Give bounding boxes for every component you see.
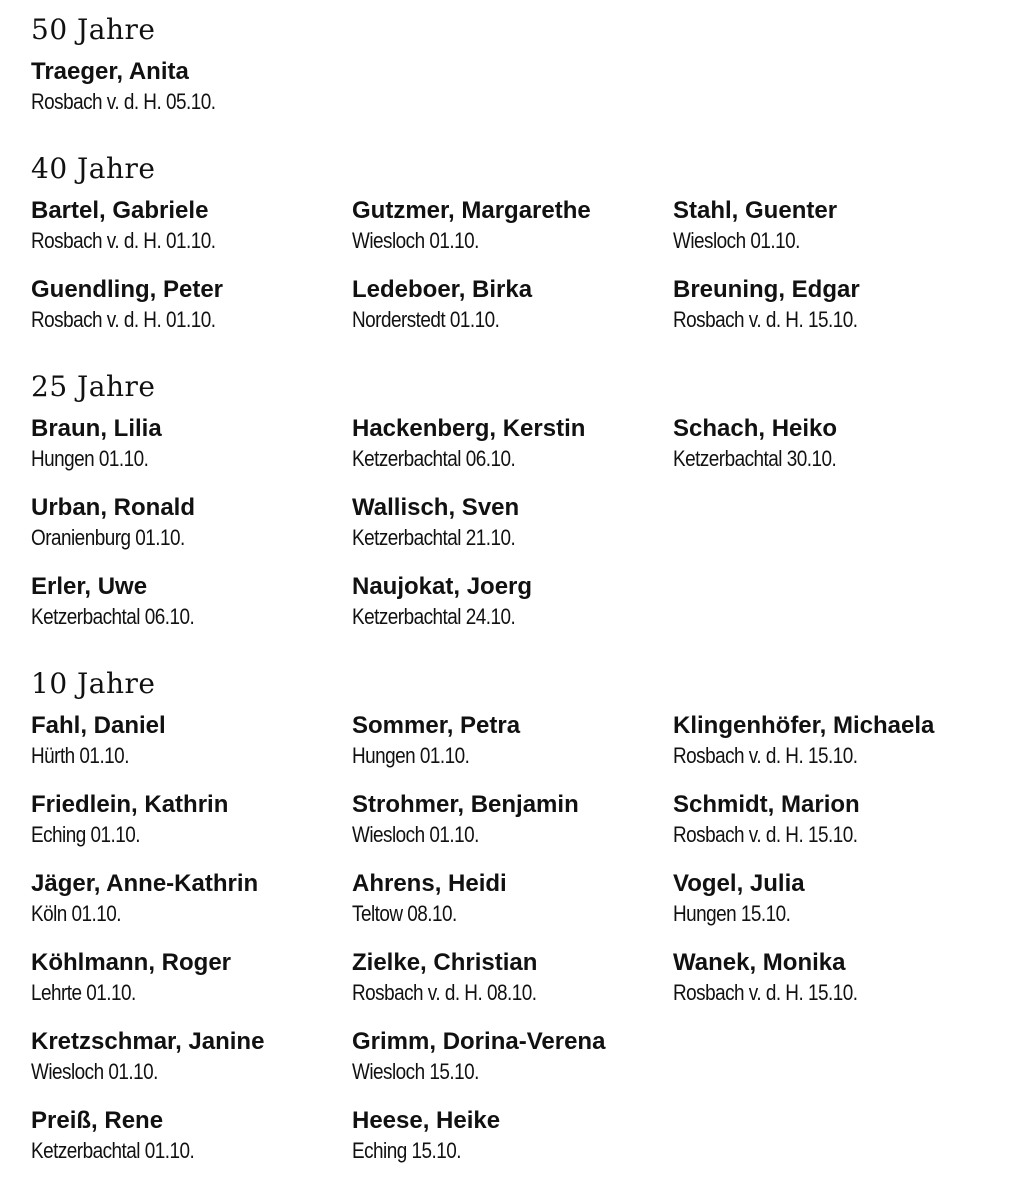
- entry-detail: Köln 01.10.: [31, 901, 122, 926]
- entry-name: Urban, Ronald: [31, 494, 196, 521]
- section-title: 50 Jahre: [31, 13, 156, 46]
- list-item: [673, 869, 993, 929]
- list-item: [673, 948, 993, 1008]
- entry-detail: Rosbach v. d. H. 15.10.: [673, 980, 858, 1005]
- list-item: [673, 711, 993, 771]
- list-item: [31, 414, 351, 474]
- list-item: [31, 275, 351, 335]
- entry-name: Wanek, Monika: [673, 949, 846, 976]
- entry-detail: Ketzerbachtal 30.10.: [673, 446, 837, 471]
- list-item: [673, 275, 993, 335]
- list-item: [31, 711, 351, 771]
- list-item: [352, 869, 672, 929]
- entry-name: Fahl, Daniel: [31, 712, 166, 739]
- list-item: [31, 57, 351, 117]
- entry-name: Breuning, Edgar: [673, 276, 860, 303]
- list-item: [31, 869, 351, 929]
- section-title: 40 Jahre: [31, 152, 156, 185]
- section-title: 25 Jahre: [31, 370, 156, 403]
- entry-name: Ahrens, Heidi: [352, 870, 507, 897]
- list-item: [352, 948, 672, 1008]
- entry-name: Zielke, Christian: [352, 949, 538, 976]
- entry-name: Köhlmann, Roger: [31, 949, 232, 976]
- entry-name: Hackenberg, Kerstin: [352, 415, 586, 442]
- list-item: [352, 790, 672, 850]
- entry-name: Stahl, Guenter: [673, 197, 838, 224]
- entry-detail: Rosbach v. d. H. 01.10.: [31, 307, 216, 332]
- list-item: [352, 1106, 672, 1166]
- entry-name: Schach, Heiko: [673, 415, 838, 442]
- list-item: [673, 414, 993, 474]
- section-title: 10 Jahre: [31, 667, 156, 700]
- entry-name: Friedlein, Kathrin: [31, 791, 229, 818]
- entry-name: Preiß, Rene: [31, 1107, 164, 1134]
- entry-detail: Ketzerbachtal 01.10.: [31, 1138, 195, 1163]
- list-item: [31, 1106, 351, 1166]
- entry-detail: Hungen 01.10.: [352, 743, 470, 768]
- entry-name: Ledeboer, Birka: [352, 276, 533, 303]
- entry-name: Sommer, Petra: [352, 712, 521, 739]
- entry-detail: Norderstedt 01.10.: [352, 307, 500, 332]
- entry-detail: Wiesloch 01.10.: [352, 228, 479, 253]
- list-item: [31, 493, 351, 553]
- entry-detail: Ketzerbachtal 06.10.: [31, 604, 195, 629]
- list-item: [31, 1027, 351, 1087]
- entry-detail: Rosbach v. d. H. 05.10.: [31, 89, 216, 114]
- entry-detail: Hungen 01.10.: [31, 446, 149, 471]
- entry-detail: Oranienburg 01.10.: [31, 525, 185, 550]
- entry-detail: Eching 01.10.: [31, 822, 141, 847]
- entry-name: Naujokat, Joerg: [352, 573, 533, 600]
- entry-name: Jäger, Anne-Kathrin: [31, 870, 259, 897]
- entry-detail: Rosbach v. d. H. 08.10.: [352, 980, 537, 1005]
- list-item: [352, 275, 672, 335]
- entry-name: Kretzschmar, Janine: [31, 1028, 265, 1055]
- entry-detail: Ketzerbachtal 21.10.: [352, 525, 516, 550]
- entry-name: Strohmer, Benjamin: [352, 791, 579, 818]
- entry-detail: Wiesloch 01.10.: [31, 1059, 158, 1084]
- list-item: [31, 572, 351, 632]
- entry-detail: Hürth 01.10.: [31, 743, 129, 768]
- list-item: [673, 196, 993, 256]
- entry-name: Braun, Lilia: [31, 415, 162, 442]
- entry-name: Vogel, Julia: [673, 870, 805, 897]
- entry-name: Heese, Heike: [352, 1107, 501, 1134]
- entry-detail: Wiesloch 15.10.: [352, 1059, 479, 1084]
- entry-detail: Hungen 15.10.: [673, 901, 791, 926]
- entry-detail: Rosbach v. d. H. 15.10.: [673, 822, 858, 847]
- entry-name: Erler, Uwe: [31, 573, 148, 600]
- entry-detail: Ketzerbachtal 24.10.: [352, 604, 516, 629]
- entry-name: Guendling, Peter: [31, 276, 224, 303]
- entry-name: Gutzmer, Margarethe: [352, 197, 591, 224]
- list-item: [31, 948, 351, 1008]
- list-item: [352, 572, 672, 632]
- entry-name: Grimm, Dorina-Verena: [352, 1028, 606, 1055]
- entry-name: Bartel, Gabriele: [31, 197, 209, 224]
- list-item: [352, 1027, 672, 1087]
- list-item: [31, 196, 351, 256]
- list-item: [673, 790, 993, 850]
- entry-detail: Lehrte 01.10.: [31, 980, 136, 1005]
- entry-detail: Wiesloch 01.10.: [673, 228, 800, 253]
- entry-detail: Wiesloch 01.10.: [352, 822, 479, 847]
- entry-detail: Ketzerbachtal 06.10.: [352, 446, 516, 471]
- entry-detail: Rosbach v. d. H. 15.10.: [673, 307, 858, 332]
- entry-detail: Eching 15.10.: [352, 1138, 462, 1163]
- list-item: [352, 414, 672, 474]
- list-item: [352, 493, 672, 553]
- entry-detail: Teltow 08.10.: [352, 901, 457, 926]
- list-item: [31, 790, 351, 850]
- entry-name: Klingenhöfer, Michaela: [673, 712, 935, 739]
- entry-name: Schmidt, Marion: [673, 791, 860, 818]
- entry-name: Traeger, Anita: [31, 58, 189, 85]
- list-item: [352, 196, 672, 256]
- entry-detail: Rosbach v. d. H. 01.10.: [31, 228, 216, 253]
- entry-detail: Rosbach v. d. H. 15.10.: [673, 743, 858, 768]
- list-item: [352, 711, 672, 771]
- entry-name: Wallisch, Sven: [352, 494, 520, 521]
